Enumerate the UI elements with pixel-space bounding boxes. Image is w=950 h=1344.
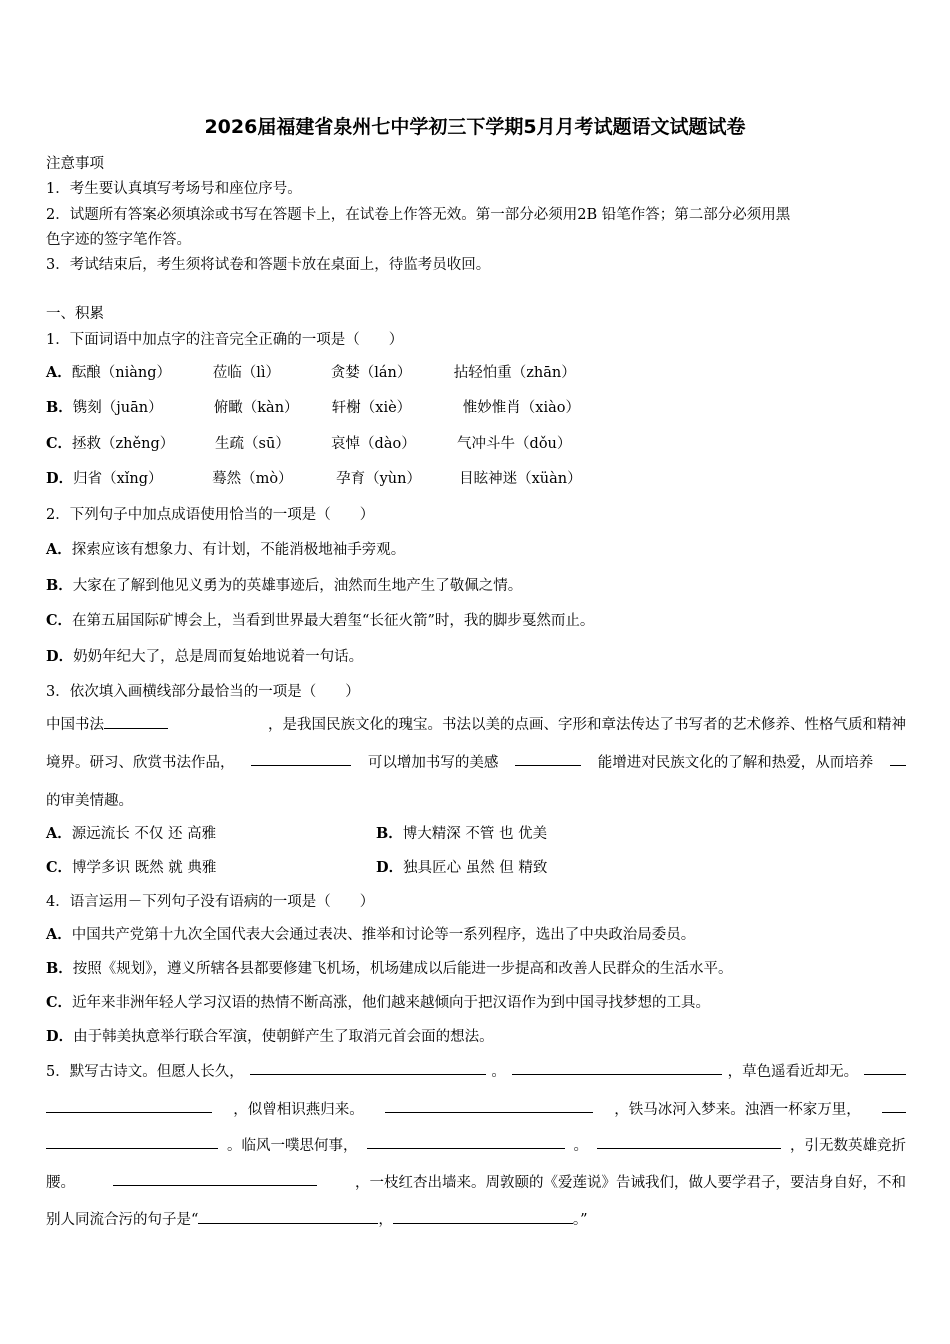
q1-option-a[interactable] xyxy=(46,361,576,382)
option-text: 源远流长 不仅 还 高雅 xyxy=(71,826,217,842)
q5-line-1 xyxy=(46,1060,906,1081)
q3-option-d[interactable] xyxy=(376,856,547,877)
option-label: A． xyxy=(46,926,72,943)
notice-item-3: 3．考试结束后，考生须将试卷和答题卡放在桌面上，待监考员收回。 xyxy=(46,257,491,273)
notice-item-1: 1．考生要认真填写考场号和座位序号。 xyxy=(46,181,302,197)
q3-option-a[interactable] xyxy=(46,822,376,843)
option-label: C． xyxy=(46,612,73,629)
option-term: 俯瞰（kàn） xyxy=(213,400,299,416)
notice-item-2-cont: 色字迹的签字笔作答。 xyxy=(46,232,191,248)
option-label: D． xyxy=(46,470,74,487)
question-2-stem: 2．下列句子中加点成语使用恰当的一项是（ ） xyxy=(46,507,375,523)
option-text: 博大精深 不管 也 优美 xyxy=(402,826,548,842)
q3-passage-line-1 xyxy=(46,713,906,734)
option-term: 轩榭（xiè） xyxy=(331,400,412,416)
option-text: 在第五届国际矿博会上，当看到世界最大碧玺“长征火箭”时，我的脚步戛然而止。 xyxy=(72,613,595,629)
page-title: 2026届福建省泉州七中学初三下学期5月月考试题语文试题试卷 xyxy=(204,116,746,138)
passage-text: ，引无数英雄竞折 xyxy=(790,1138,906,1154)
fill-blank[interactable] xyxy=(385,1098,593,1113)
option-label: B． xyxy=(46,399,73,416)
option-text: 近年来非洲年轻人学习汉语的热情不断高涨，他们越来越倾向于把汉语作为到中国寻找梦想的工具。 xyxy=(72,995,711,1011)
q5-line-3 xyxy=(46,1134,906,1155)
passage-text: 别人同流合污的句子是“ xyxy=(46,1212,199,1228)
option-text: 奶奶年纪大了，总是周而复始地说着一句话。 xyxy=(73,649,364,665)
option-label: C． xyxy=(46,435,73,452)
passage-text: ，铁马冰河入梦来。浊酒一杯家万里， xyxy=(614,1102,861,1118)
q4-option-d[interactable] xyxy=(46,1025,494,1046)
option-label: C． xyxy=(46,994,73,1011)
passage-text: 能增进对民族文化的了解和热爱，从而培养 xyxy=(597,755,874,771)
option-text: 大家在了解到他见义勇为的英雄事迹后，油然而生地产生了敬佩之情。 xyxy=(72,578,523,594)
fill-blank[interactable] xyxy=(250,1060,486,1075)
notice-heading: 注意事项 xyxy=(46,156,104,172)
option-label: A． xyxy=(46,541,72,558)
fill-blank[interactable] xyxy=(882,1098,906,1113)
fill-blank[interactable] xyxy=(890,751,906,766)
passage-text: ，一枝红杏出墙来。周敦颐的《爱莲说》告诫我们，做人要学君子，要洁身自好，不和 xyxy=(355,1175,906,1191)
q4-option-c[interactable] xyxy=(46,991,710,1012)
question-4-stem: 4．语言运用－下列句子没有语病的一项是（ ） xyxy=(46,894,375,910)
q3-options-row-2 xyxy=(46,856,547,877)
q2-option-b[interactable] xyxy=(46,574,522,595)
fill-blank[interactable] xyxy=(512,1060,722,1075)
fill-blank[interactable] xyxy=(251,751,351,766)
fill-blank[interactable] xyxy=(515,751,581,766)
option-term: 归省（xǐng） xyxy=(73,471,163,487)
fill-blank[interactable] xyxy=(198,1209,378,1224)
q3-options-row-1 xyxy=(46,822,547,843)
passage-text: 可以增加书写的美感 xyxy=(367,755,499,771)
option-term: 惟妙惟肖（xiào） xyxy=(462,400,580,416)
passage-text: 。临风一噗思何事， xyxy=(227,1138,358,1154)
q5-line-4 xyxy=(46,1171,906,1192)
question-3-stem: 3．依次填入画横线部分最恰当的一项是（ ） xyxy=(46,684,360,700)
option-label: D． xyxy=(46,1028,74,1045)
fill-blank[interactable] xyxy=(367,1134,565,1149)
option-term: 哀悼（dào） xyxy=(331,436,416,452)
option-label: D． xyxy=(46,648,74,665)
q2-option-c[interactable] xyxy=(46,609,594,630)
q5-line-5 xyxy=(46,1208,588,1229)
fill-blank[interactable] xyxy=(597,1134,781,1149)
option-term: 酝酿（niàng） xyxy=(71,365,172,381)
fill-blank[interactable] xyxy=(113,1171,317,1186)
fill-blank[interactable] xyxy=(393,1209,573,1224)
q3-passage-line-2 xyxy=(46,751,906,772)
option-term: 镌刻（juān） xyxy=(72,400,163,416)
q3-option-b[interactable] xyxy=(376,822,547,843)
option-text: 探索应该有想象力、有计划，不能消极地袖手旁观。 xyxy=(71,542,406,558)
option-text: 博学多识 既然 就 典雅 xyxy=(72,860,217,876)
fill-blank[interactable] xyxy=(104,714,168,729)
passage-text: 腰。 xyxy=(46,1175,75,1191)
option-term: 拈轻怕重（zhān） xyxy=(453,365,576,381)
option-label: B． xyxy=(46,577,73,594)
q4-option-b[interactable] xyxy=(46,957,733,978)
passage-text: ，是我国民族文化的瑰宝。书法以美的点画、字形和章法传达了书写者的艺术修养、性格气质和精神 xyxy=(268,717,906,733)
q1-option-c[interactable] xyxy=(46,432,571,453)
option-label: A． xyxy=(46,825,72,842)
option-label: B． xyxy=(376,825,403,842)
option-text: 按照《规划》，遵义所辖各县都要修建飞机场，机场建成以后能进一步提高和改善人民群众的生活水平。 xyxy=(72,961,733,977)
option-label: D． xyxy=(376,859,404,876)
option-label: A． xyxy=(46,364,72,381)
passage-text: 中国书法 xyxy=(46,717,104,733)
question-1-stem: 1．下面词语中加点字的注音完全正确的一项是（ ） xyxy=(46,332,404,348)
option-term: 生疏（sū） xyxy=(215,436,290,452)
q2-option-d[interactable] xyxy=(46,645,363,666)
fill-blank[interactable] xyxy=(46,1098,212,1113)
option-label: B． xyxy=(46,960,73,977)
q4-option-a[interactable] xyxy=(46,923,695,944)
q1-option-d[interactable] xyxy=(46,467,582,488)
passage-text: ， xyxy=(378,1212,393,1228)
option-text: 独具匠心 虽然 但 精致 xyxy=(403,860,548,876)
option-term: 蓦然（mò） xyxy=(212,471,293,487)
option-text: 由于韩美执意举行联合军演，使朝鲜产生了取消元首会面的想法。 xyxy=(73,1029,494,1045)
option-term: 拯救（zhěng） xyxy=(72,436,175,452)
q2-option-a[interactable] xyxy=(46,538,405,559)
option-label: C． xyxy=(46,859,73,876)
q3-passage-line-3: 的审美情趣。 xyxy=(46,793,133,809)
question-5-stem: 5．默写古诗文。但愿人长久， xyxy=(46,1064,244,1080)
passage-text: 。 xyxy=(491,1064,506,1080)
fill-blank[interactable] xyxy=(46,1134,218,1149)
option-term: 目眩神迷（xüàn） xyxy=(459,471,582,487)
option-term: 气冲斗牛（dǒu） xyxy=(457,436,572,452)
passage-text: 境界。研习、欣赏书法作品， xyxy=(46,755,235,771)
passage-text: ，草色遥看近却无。 xyxy=(727,1064,859,1080)
passage-text: 。” xyxy=(572,1212,588,1228)
fill-blank[interactable] xyxy=(864,1060,906,1075)
q5-line-2 xyxy=(46,1098,906,1119)
section-heading: 一、积累 xyxy=(46,306,104,322)
option-term: 莅临（lì） xyxy=(212,365,281,381)
q3-option-c[interactable] xyxy=(46,856,376,877)
option-term: 贪婪（lán） xyxy=(330,365,412,381)
passage-text: 。 xyxy=(573,1138,588,1154)
passage-text: ，似曾相识燕归来。 xyxy=(233,1102,364,1118)
option-text: 中国共产党第十九次全国代表大会通过表决、推举和讨论等一系列程序，选出了中央政治局委员。 xyxy=(71,927,696,943)
q1-option-b[interactable] xyxy=(46,396,580,417)
option-term: 孕育（yùn） xyxy=(336,471,421,487)
notice-item-2: 2．试题所有答案必须填涂或书写在答题卡上，在试卷上作答无效。第一部分必须用2B 铅笔作答；第二部分必须用黑 xyxy=(46,207,791,223)
